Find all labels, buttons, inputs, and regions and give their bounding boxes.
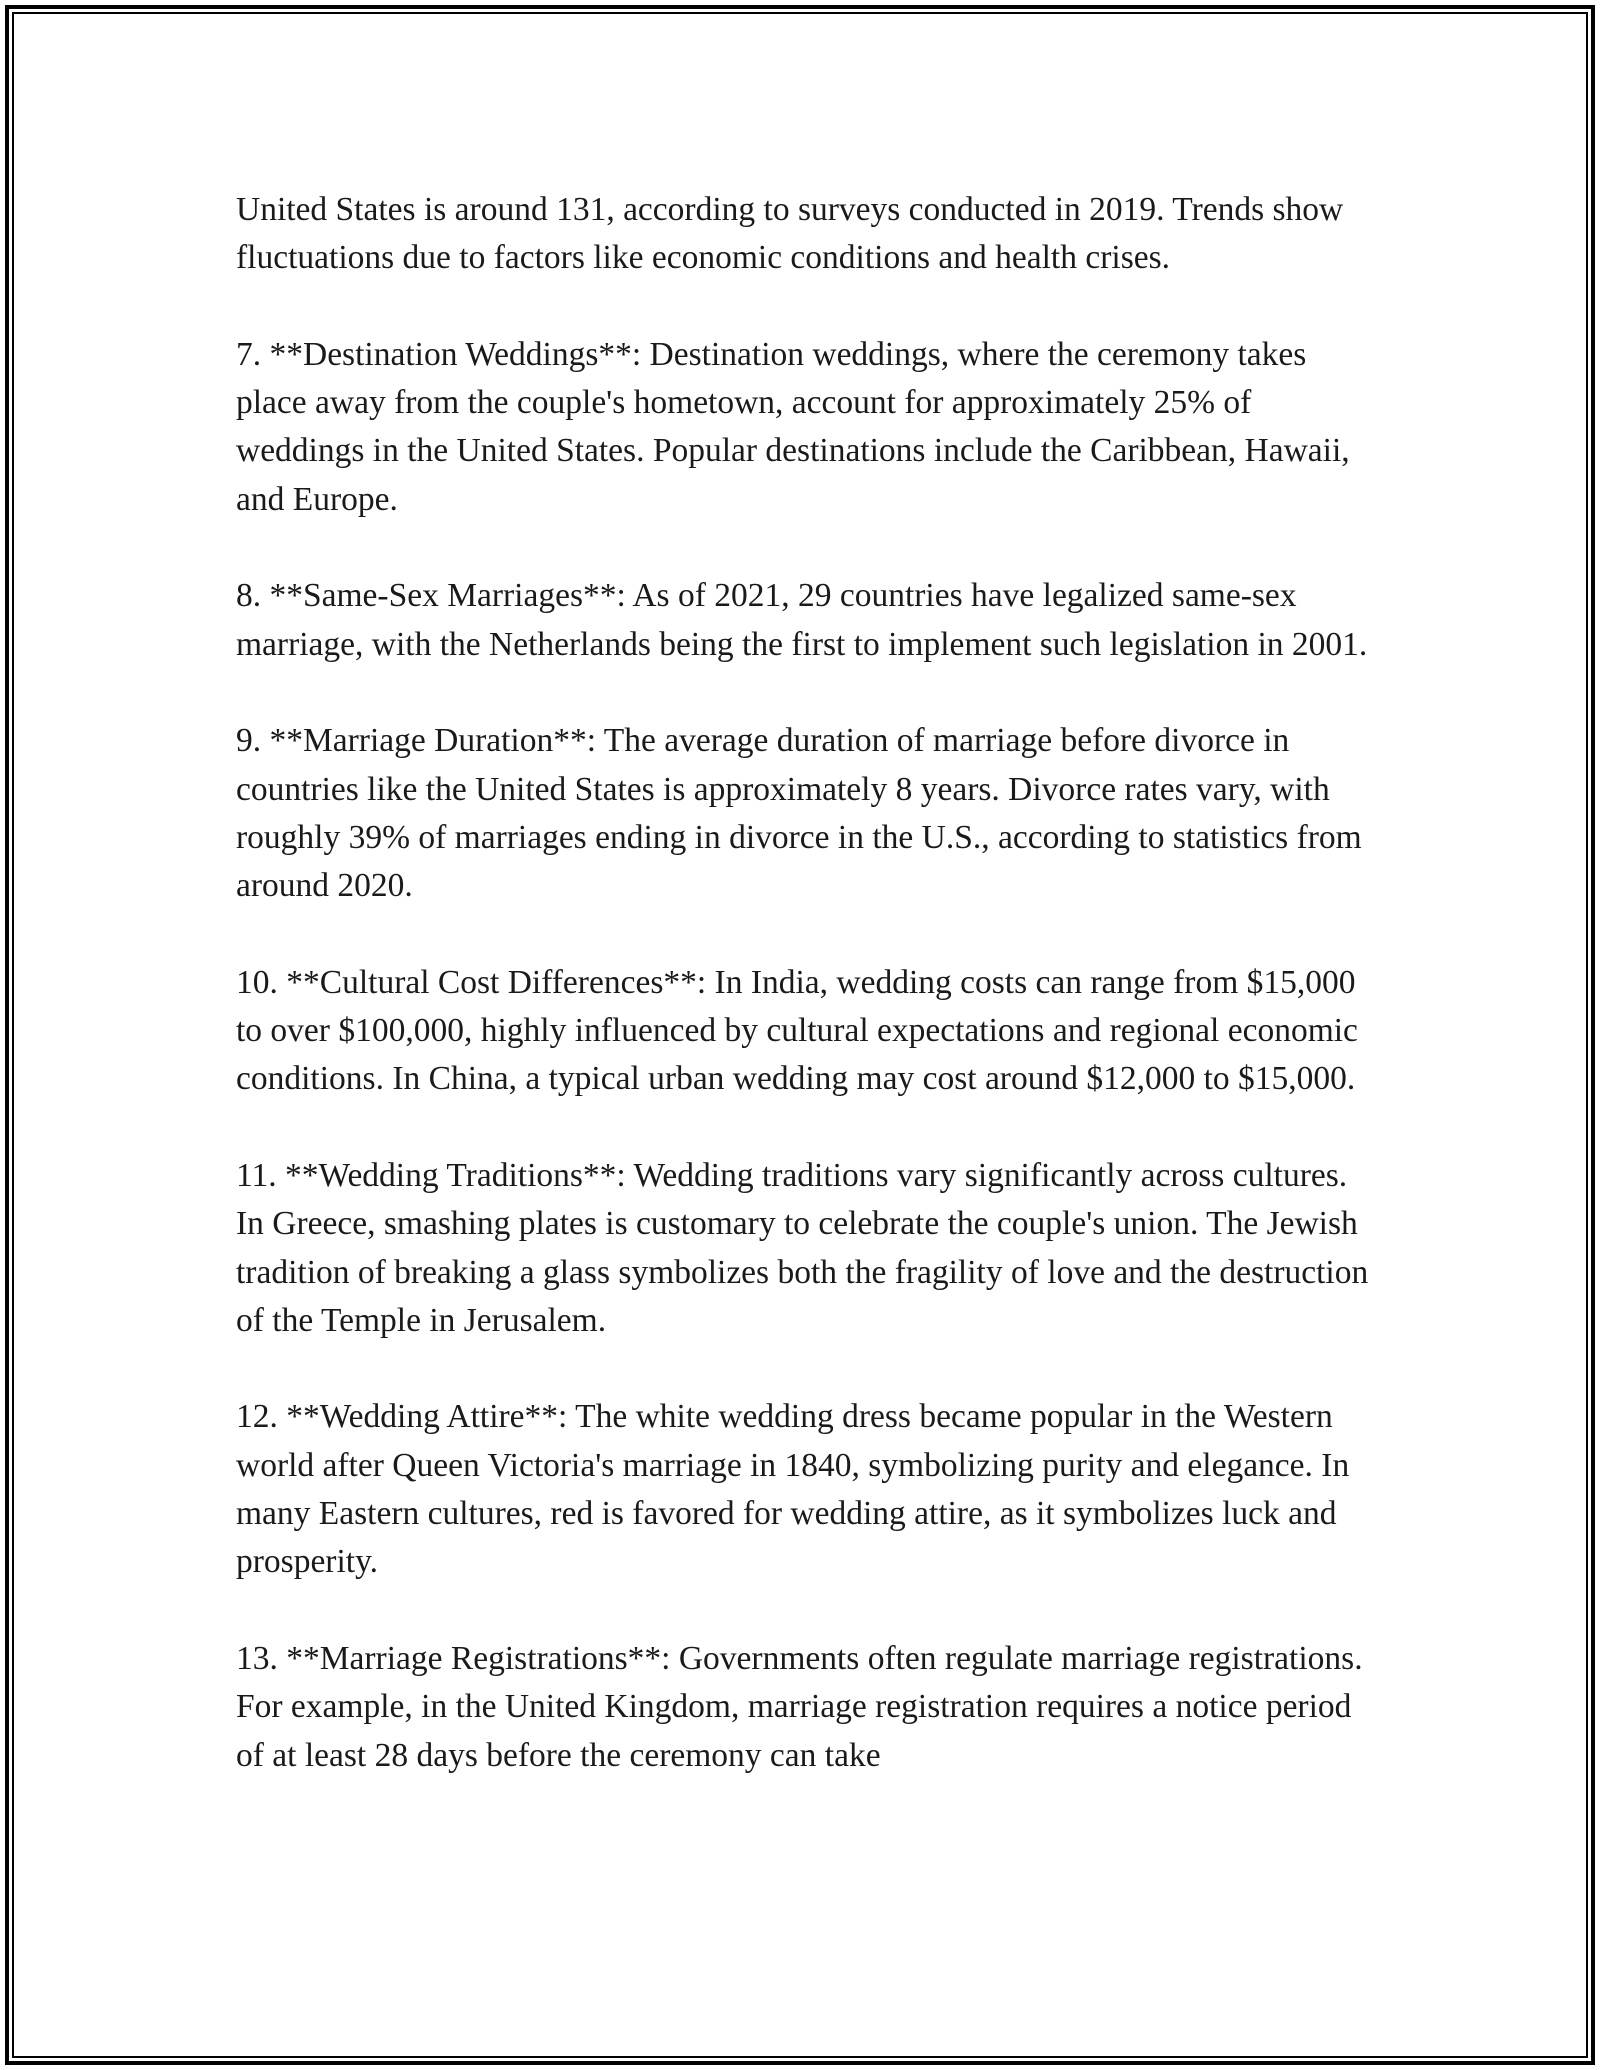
paragraph-marriage-duration: 9. **Marriage Duration**: The average duration of marriage before divorce in countries like the United States is approximately 8 years. Divorce rates vary, with roughly 39% of marriages ending in divorce in the U.S., according to statistics from around 2020. bbox=[236, 722, 1362, 905]
paragraph-intro-continued: United States is around 131, according to surveys conducted in 2019. Trends show fluctuations due to factors like economic conditions and health crises. bbox=[236, 191, 1344, 277]
paragraph-wedding-attire: 12. **Wedding Attire**: The white wedding dress became popular in the Western world after Queen Victoria's marriage in 1840, symbolizing purity and elegance. In many Eastern cultures, red is favored for wedding attire, as it symbolizes luck and prosperity. bbox=[236, 1398, 1350, 1581]
paragraph-destination-weddings: 7. **Destination Weddings**: Destination weddings, where the ceremony takes place away from the couple's hometown, account for approximately 25% of weddings in the United States. Popular destinations include the Caribbean, Hawaii, and Europe. bbox=[236, 335, 1350, 518]
paragraph-wedding-traditions: 11. **Wedding Traditions**: Wedding traditions vary significantly across cultures. In Greece, smashing plates is customary to celebrate the couple's union. The Jewish tradition of breaking a glass symbolizes both the fragility of love and the destruction of the Temple in Jerusalem. bbox=[236, 1156, 1369, 1339]
paragraph-marriage-registrations: 13. **Marriage Registrations**: Governments often regulate marriage registrations. For example, in the United Kingdom, marriage registration requires a notice period of at least 28 days before the ceremony can take bbox=[236, 1639, 1363, 1774]
document-body bbox=[236, 186, 1376, 1780]
paragraph-cultural-cost-differences: 10. **Cultural Cost Differences**: In India, wedding costs can range from $15,000 to over $100,000, highly influenced by cultural expectations and regional economic conditions. In China, a typical urban wedding may cost around $12,000 to $15,000. bbox=[236, 963, 1358, 1098]
paragraph-same-sex-marriages: 8. **Same-Sex Marriages**: As of 2021, 29 countries have legalized same-sex marriage, with the Netherlands being the first to implement such legislation in 2001. bbox=[236, 577, 1368, 663]
